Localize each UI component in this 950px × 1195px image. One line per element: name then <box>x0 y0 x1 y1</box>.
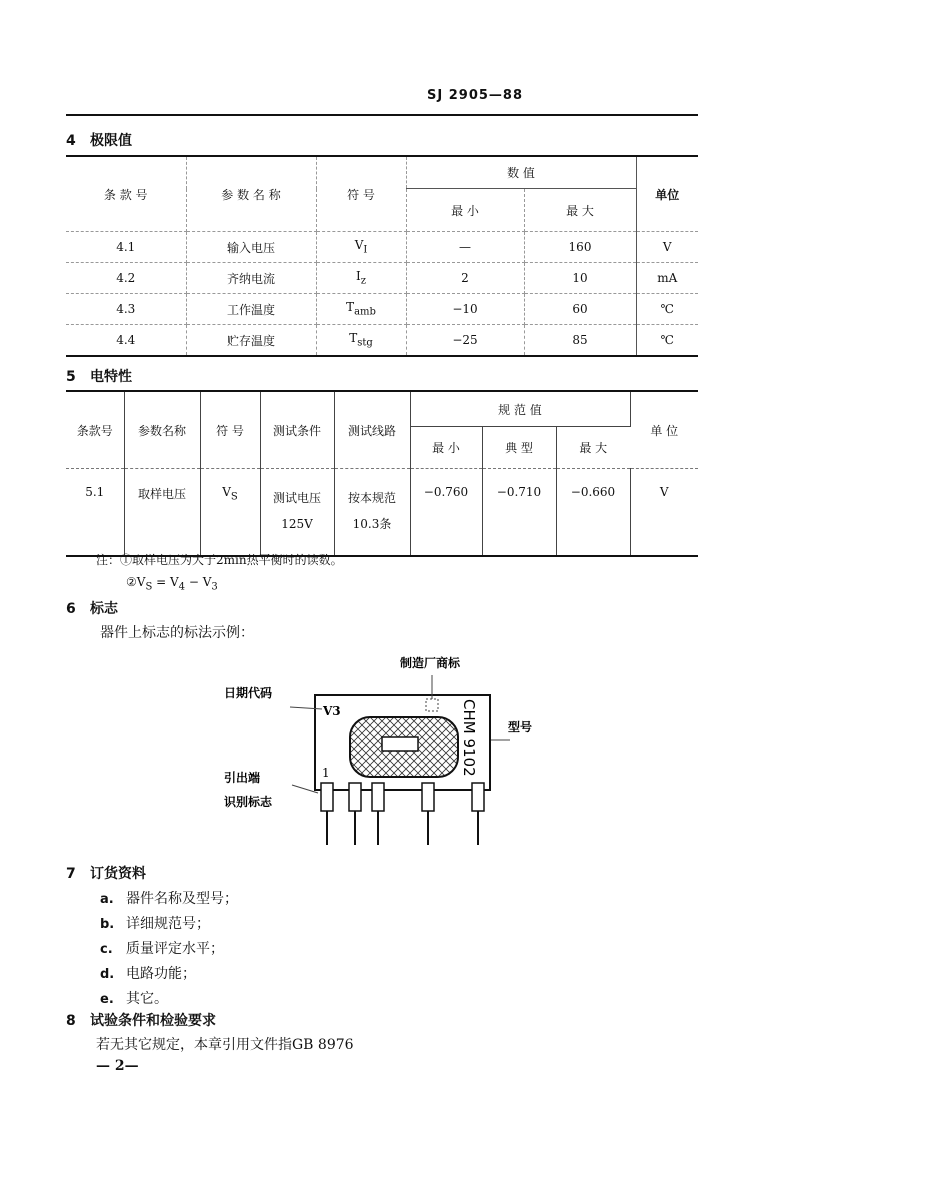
electrical-table <box>66 390 698 557</box>
note-line-1: 注：①取样电压为大于2min热平衡时的读数。 <box>96 553 343 567</box>
col-header-min: 最 小 <box>410 427 482 469</box>
section-7-heading <box>66 863 146 883</box>
cell-condition: 测试电压 125V <box>260 469 334 557</box>
cell-max: −0.660 <box>556 469 630 557</box>
col-header-unit: 单 位 <box>630 391 698 469</box>
section-5-heading <box>66 366 132 386</box>
page-number: — 2— <box>96 1058 139 1074</box>
cell-max: 160 <box>524 232 636 263</box>
col-header-max: 最 大 <box>524 189 636 232</box>
cell-typ: −0.710 <box>482 469 556 557</box>
cell-circuit: 按本规范 10.3条 <box>334 469 410 557</box>
cell-param: 取样电压 <box>124 469 200 557</box>
header-rule <box>66 114 698 116</box>
pin-mark-label: 识别标志 <box>224 795 273 809</box>
cell-symbol: $V_S$ <box>200 469 260 557</box>
resistor <box>382 737 418 751</box>
date-code-label: 日期代码 <box>224 686 273 700</box>
marking-diagram <box>210 645 570 860</box>
table-row <box>66 469 698 557</box>
section-title: 电特性 <box>90 369 132 385</box>
section-title: 极限值 <box>90 133 132 149</box>
pin-end-label: 引出端 <box>224 771 261 785</box>
section-number: 7 <box>66 866 76 882</box>
cell-clause: 5.1 <box>66 469 124 557</box>
cell-max: 85 <box>524 325 636 357</box>
col-header-values: 数 值 <box>406 156 636 189</box>
cell-clause: 4.1 <box>66 232 186 263</box>
cell-symbol: $V_I$ <box>316 232 406 263</box>
section-number: 6 <box>66 601 76 617</box>
col-header-symbol: 符 号 <box>316 156 406 232</box>
col-header-typ: 典 型 <box>482 427 556 469</box>
table-row <box>66 294 698 325</box>
manufacturer-label: 制造厂商标 <box>400 656 461 670</box>
table-row <box>66 263 698 294</box>
section-8-text: 若无其它规定，本章引用文件指GB 8976 <box>96 1037 354 1053</box>
cell-unit: ℃ <box>660 333 674 347</box>
cell-min: −10 <box>406 294 524 325</box>
v3-label: V3 <box>323 704 341 718</box>
section-number: 8 <box>66 1013 76 1029</box>
cell-clause: 4.3 <box>66 294 186 325</box>
section-number: 5 <box>66 369 76 385</box>
cell-min: −25 <box>406 325 524 357</box>
section-title: 试验条件和检验要求 <box>90 1013 216 1029</box>
section-4-heading <box>66 130 132 150</box>
section-8-heading <box>66 1010 216 1030</box>
limits-table <box>66 155 698 357</box>
cell-max: 60 <box>524 294 636 325</box>
list-item: b. 详细规范号； <box>100 916 210 932</box>
cell-param: 工作温度 <box>186 294 316 325</box>
cell-symbol: $T_{stg}$ <box>316 325 406 357</box>
cell-unit: mA <box>636 263 698 294</box>
col-header-max: 最 大 <box>556 427 630 469</box>
cell-param: 输入电压 <box>186 232 316 263</box>
order-list <box>100 887 238 1012</box>
cell-min: — <box>406 232 524 263</box>
col-header-spec: 规 范 值 <box>410 391 630 427</box>
cell-max: 10 <box>524 263 636 294</box>
col-header-unit: 单位 <box>636 156 698 232</box>
section-6-heading <box>66 598 118 618</box>
section-title: 标志 <box>90 601 118 617</box>
col-header-min: 最 小 <box>406 189 524 232</box>
cell-clause: 4.2 <box>66 263 186 294</box>
cell-unit: V <box>659 485 669 499</box>
cell-unit: ℃ <box>636 294 698 325</box>
section-title: 订货资料 <box>90 866 146 882</box>
table-row <box>66 232 698 263</box>
cell-min: −0.760 <box>410 469 482 557</box>
document-code: SJ 2905—88 <box>427 88 523 103</box>
col-header-param: 参数名称 <box>124 391 200 469</box>
list-item: e. 其它。 <box>100 991 168 1007</box>
note-line-2: $②V_S = V_4 - V_3$ <box>126 575 218 593</box>
col-header-circuit: 测试线路 <box>334 391 410 469</box>
pins <box>321 783 484 845</box>
model-text: CHM 9102 <box>460 699 478 777</box>
section-6-text: 器件上标志的标法示例： <box>100 625 254 641</box>
pin1-label: 1 <box>322 766 330 780</box>
cell-clause: 4.4 <box>66 325 186 357</box>
cell-min: 2 <box>406 263 524 294</box>
cell-unit: V <box>636 232 698 263</box>
cell-param: 贮存温度 <box>186 325 316 357</box>
col-header-symbol: 符 号 <box>200 391 260 469</box>
col-header-clause: 条 款 号 <box>66 156 186 232</box>
cell-symbol: $I_z$ <box>316 263 406 294</box>
list-item: a. 器件名称及型号； <box>100 891 238 907</box>
list-item: d. 电路功能； <box>100 966 196 982</box>
model-label: 型号 <box>508 720 533 734</box>
list-item: c. 质量评定水平； <box>100 941 224 957</box>
col-header-condition: 测试条件 <box>260 391 334 469</box>
col-header-clause: 条款号 <box>66 391 124 469</box>
cell-param: 齐纳电流 <box>186 263 316 294</box>
table-row <box>66 325 698 357</box>
section-number: 4 <box>66 133 76 149</box>
col-header-param: 参 数 名 称 <box>186 156 316 232</box>
cell-symbol: $T_{amb}$ <box>316 294 406 325</box>
